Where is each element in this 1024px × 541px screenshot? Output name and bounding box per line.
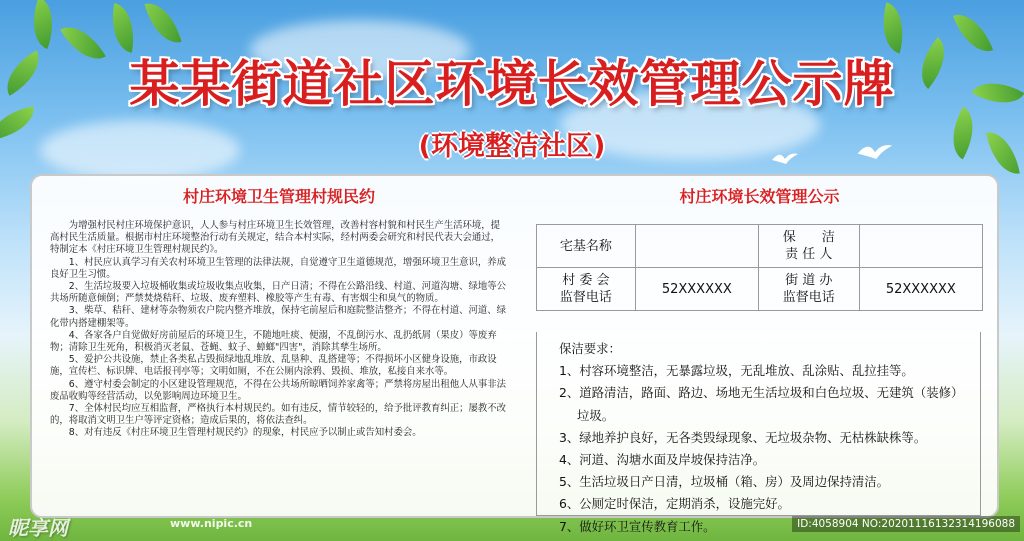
page-subtitle: (环境整洁社区): [418, 131, 606, 162]
rules-title: 村庄环境卫生管理村规民约: [182, 187, 375, 206]
requirement-item: 2、道路清洁，路面、路边、场地无生活垃圾和白色垃圾、无建筑（装修）垃圾。: [559, 385, 964, 423]
requirements-title: 保洁要求：: [559, 341, 621, 356]
table-cell-label: 宅基名称: [537, 225, 636, 268]
rules-panel: [44, 182, 514, 440]
rules-item: 7、全体村民均应互相监督，严格执行本村规民约。如有违反，情节较轻的，给予批评教育纠正；屡教不改的，将取消文明卫生户等评定资格；造成后果的，将依法查纠。: [50, 403, 507, 427]
rules-item: 4、各家各户自觉做好房前屋后的环境卫生，不随地吐痰、便溺，不乱倒污水、乱扔纸屑（果皮）等废弃物；清除卫生死角，积极消灭老鼠、苍蝇、蚊子、蟑螂"四害"，消除其孳生场所。: [50, 329, 497, 354]
watermark-id: ID:4058904 NO:20201116132314196088: [792, 516, 1020, 532]
rules-item: 5、爱护公共设施，禁止各类私占毁损绿地乱堆放、乱垦种、乱搭建等；不得损坏小区健身设施，市政设施，宣传栏、标识牌、电话报刊亭等；文明如厕，不在公厕内涂鸦、毁损、堆放，私接自来水等。: [50, 354, 497, 378]
rules-intro: 为增强村民村庄环境保护意识，人人参与村庄环境卫生长效管理，改善村容村貌和村民生产生活环境，提高村民生活质量。根据市村庄环境整治行动有关规定，结合本村实际，经村两委会研究和村民代表大会通过，特制定本《村庄环境卫生管理村规民约》。: [50, 220, 501, 256]
table-cell-label: 保 洁 责 任 人: [758, 225, 859, 268]
table-cell-value: 52XXXXXX: [859, 268, 982, 311]
requirement-item: 1、村容环境整洁，无暴露垃圾，无乱堆放、乱涂贴、乱拉挂等。: [559, 363, 914, 379]
rules-text: [44, 212, 514, 440]
rules-item: 3、柴草、秸秆、建材等杂物须农户院内整齐堆放，保持宅前屋后和庭院整洁整齐；不得在村道、河道、绿化带内搭建棚架等。: [50, 305, 507, 329]
table-row: [537, 268, 983, 311]
table-cell-label: 街 道 办 监督电话: [758, 268, 859, 311]
rules-item: 2、生活垃圾要入垃圾桶收集或垃圾收集点收集，日产日清；不得在公路沿线、村道、河道沟塘、绿地等公共场所随意倾倒；严禁焚烧秸秆、垃圾、废弃塑料、橡胶等产生有毒、有害烟尘和臭气的物质。: [50, 281, 507, 305]
table-cell-value: 52XXXXXX: [635, 268, 758, 311]
page-title: 某某街道社区环境长效管理公示牌: [129, 54, 895, 113]
info-table: [536, 224, 983, 311]
rules-item: 1、村民应认真学习有关农村环境卫生管理的法律法规，自觉遵守卫生道德规范，增强环境卫生意识，养成良好卫生习惯。: [50, 256, 507, 280]
requirement-item: 6、公厕定时保洁，定期消杀，设施完好。: [559, 496, 790, 512]
notice-title: 村庄环境长效管理公示: [679, 187, 840, 206]
requirement-item: 3、绿地养护良好，无各类毁绿现象、无垃圾杂物、无枯株缺株等。: [559, 429, 927, 445]
table-cell-value: [859, 225, 982, 268]
requirement-item: 4、河道、沟塘水面及岸坡保持洁净。: [559, 452, 766, 468]
requirement-item: 7、做好环卫宣传教育工作。: [559, 518, 716, 534]
requirement-item: 5、生活垃圾日产日清，垃圾桶（箱、房）及周边保持清洁。: [559, 474, 890, 490]
watermark-logo: 昵享网: [8, 516, 68, 540]
table-cell-value: [635, 225, 758, 268]
watermark-url: www.nipic.cn: [170, 517, 253, 530]
table-cell-label: 村 委 会 监督电话: [537, 268, 636, 311]
rules-item: 8、对有违反《村庄环境卫生管理村规民约》的现象，村民应予以制止或告知村委会。: [68, 427, 422, 439]
table-row: [537, 225, 983, 268]
rules-item: 6、遵守村委会制定的小区建设管理规范，不得在公共场所晾晒饲养家禽等；严禁将房屋出租他人从事非法废品收购等经营活动，以免影响周边环境卫生。: [50, 378, 507, 402]
